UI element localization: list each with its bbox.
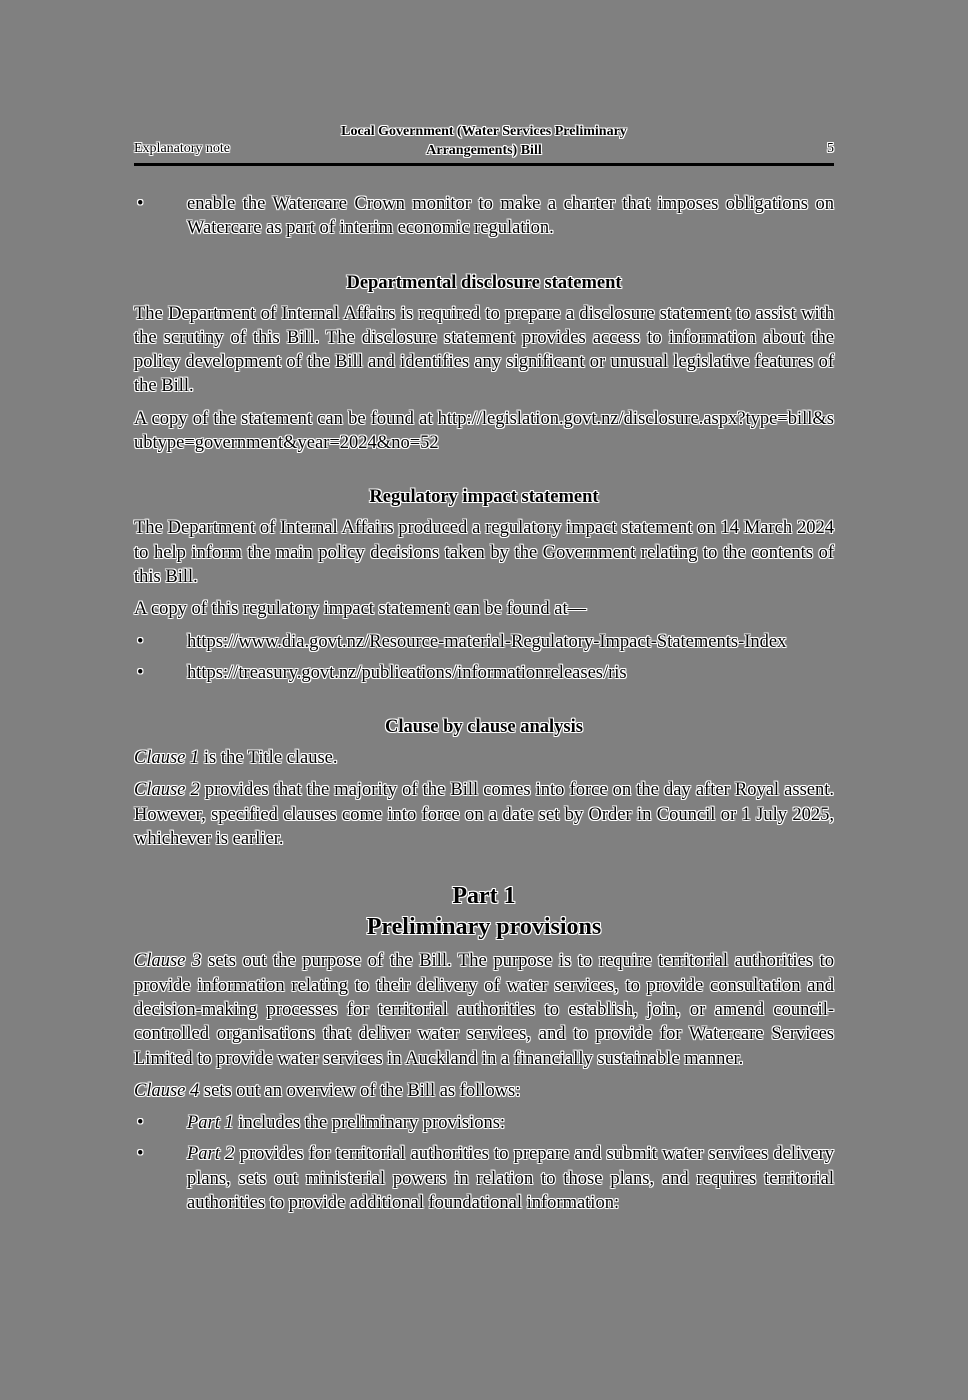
header-section-label: Explanatory note — [134, 141, 231, 156]
paragraph — [134, 407, 834, 456]
part-title: Preliminary provisions — [366, 914, 602, 941]
page-number: 5 — [827, 141, 834, 156]
paragraph — [134, 746, 834, 770]
paragraph: A copy of this regulatory impact statement can be found at— — [134, 599, 587, 620]
clause-reference: Clause 2 — [134, 780, 200, 801]
clause-reference: Clause 1 — [134, 748, 200, 769]
paragraph-text: provides that the majority of the Bill comes into force on the day after Royal assent. However, specified clauses come into force on a date set by Order in Council or 1 July 2025, whichever is earlier. — [134, 780, 834, 850]
list-item — [134, 630, 834, 654]
section-heading-clause-analysis: Clause by clause analysis — [385, 717, 583, 738]
bullet-icon: • — [137, 1113, 144, 1134]
bullet-icon: • — [137, 1144, 144, 1165]
bullet-icon: • — [137, 631, 144, 652]
header-bill-title — [284, 122, 684, 160]
clause-reference: Clause 3 — [134, 951, 202, 972]
list-item — [134, 192, 834, 241]
document-body — [134, 192, 834, 1222]
list-item-text: enable the Watercare Crown monitor to make a charter that imposes obligations on Watercare as part of interim economic regulation. — [187, 194, 834, 239]
paragraph — [134, 1079, 834, 1103]
list-item — [134, 1111, 834, 1135]
header-title-line2: Arrangements) Bill — [426, 143, 542, 158]
treasury-ris-link[interactable]: https://treasury.govt.nz/publications/informationreleases/ris — [187, 662, 627, 683]
paragraph-text: is the Title clause. — [199, 748, 338, 769]
running-header — [134, 120, 834, 166]
list-item-text: includes the preliminary provisions: — [233, 1113, 506, 1134]
header-title-line1: Local Government (Water Services Preliminary — [341, 124, 627, 139]
paragraph — [134, 949, 834, 1070]
section-heading-disclosure: Departmental disclosure statement — [346, 272, 622, 293]
paragraph — [134, 778, 834, 851]
list-item — [134, 661, 834, 685]
part-reference: Part 1 — [187, 1113, 234, 1134]
part-reference: Part 2 — [187, 1144, 235, 1165]
list-item-text: provides for territorial authorities to prepare and submit water services delivery plans, sets out ministerial powers in relation to those plans, and requires territorial authorities to provide additional foundational information: — [187, 1144, 835, 1214]
list-item — [134, 1142, 834, 1215]
paragraph: The Department of Internal Affairs is required to prepare a disclosure statement to assist with the scrutiny of this Bill. The disclosure statement provides access to information about the policy development of the Bill and identifies any significant or unusual legislative features of the Bill. — [134, 303, 834, 397]
part-label: Part 1 — [452, 883, 516, 910]
section-heading-regulatory: Regulatory impact statement — [369, 487, 599, 508]
bullet-icon: • — [137, 662, 144, 683]
paragraph: The Department of Internal Affairs produced a regulatory impact statement on 14 March 2024 to help inform the main policy decisions taken by the Government relating to the contents of this Bill. — [134, 518, 834, 587]
paragraph-text: sets out the purpose of the Bill. The purpose is to require territorial authorities to provide information relating to their delivery of water services, to provide consultation and decision-making processes for territorial authorities to establish, join, or amend council-controlled organisations that deliver water services, and to provide for Watercare Services Limited to provide water services in Auckland in a financially sustainable manner. — [134, 951, 835, 1069]
paragraph-text: A copy of the statement can be found at — [134, 408, 438, 429]
dia-ris-link[interactable]: https://www.dia.govt.nz/Resource-material-Regulatory-Impact-Statements-Index — [187, 631, 787, 652]
clause-reference: Clause 4 — [134, 1080, 200, 1101]
disclosure-link[interactable]: http://legislation.govt.nz/disclosure.aspx?type=bill&subtype=government&year=2024&no=52 — [134, 408, 834, 454]
paragraph-text: sets out an overview of the Bill as follows: — [199, 1080, 521, 1101]
bullet-icon: • — [137, 194, 144, 214]
header-rule — [134, 163, 834, 166]
